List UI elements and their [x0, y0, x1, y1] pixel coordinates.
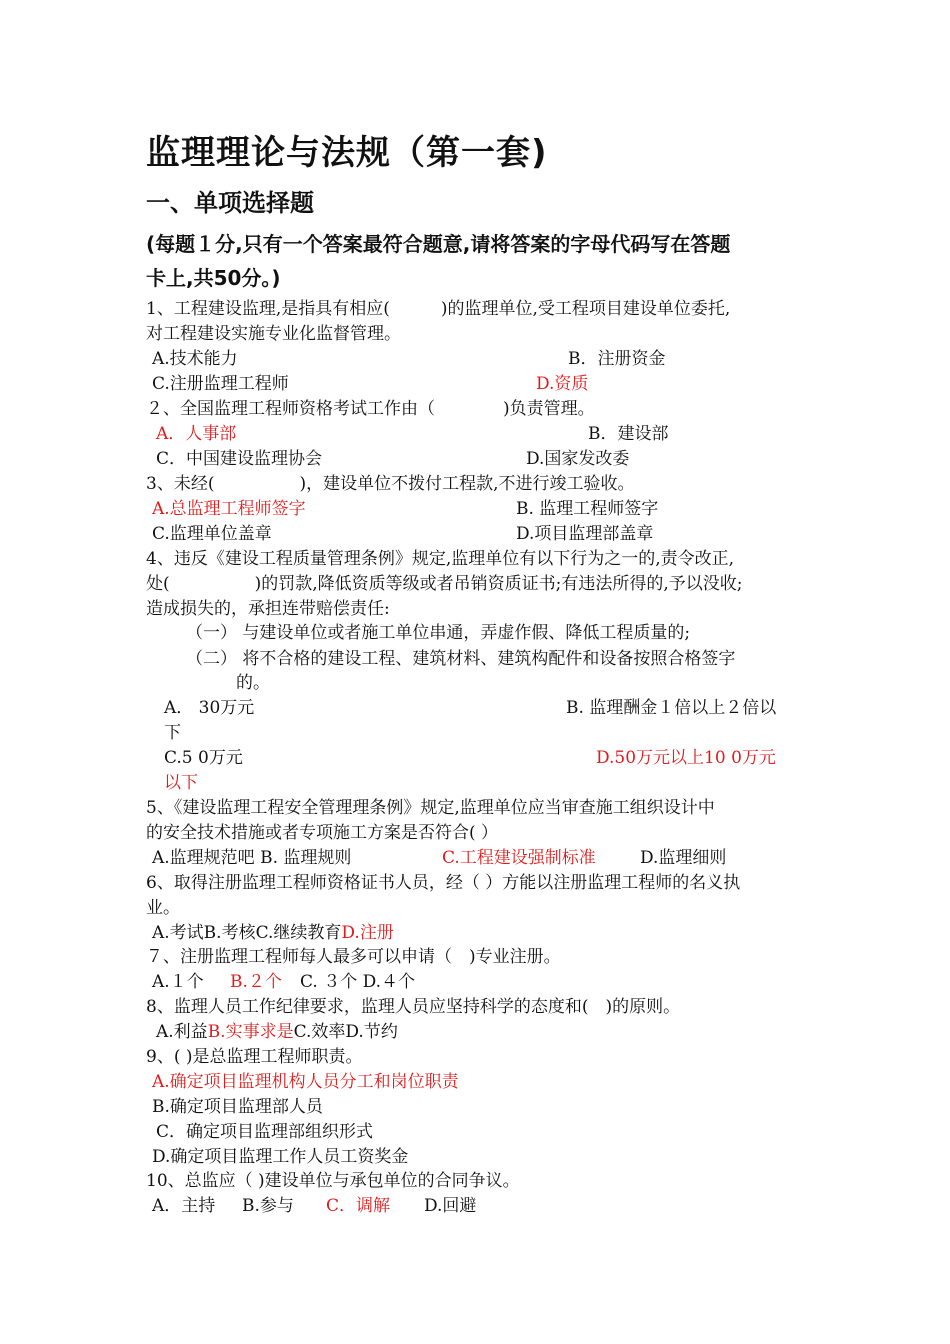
question-2-option-b: B．建设部: [588, 424, 669, 444]
question-4-text-cont-1: 处( )的罚款,降低资质等级或者吊销资质证书;有违法所得的,予以没收;: [146, 574, 743, 594]
question-4-item-1: （一） 与建设单位或者施工单位串通，弄虚作假、降低工程质量的;: [186, 623, 691, 643]
question-10-option-b: B.参与: [242, 1196, 294, 1216]
question-3-text: 3、未经( )，建设单位不拨付工程款,不进行竣工验收。: [146, 474, 635, 494]
question-7-options-cd: C. ３个 D.４个: [300, 972, 416, 992]
question-6-option-d-answer: D.注册: [341, 923, 394, 943]
question-3-option-a-answer: A.总监理工程师签字: [152, 499, 306, 519]
question-9-option-a-answer: A.确定项目监理机构人员分工和岗位职责: [152, 1072, 459, 1092]
question-5-text-cont: 的安全技术措施或者专项施工方案是否符合( ）: [146, 823, 499, 843]
question-5-option-c-answer: C.工程建设强制标准: [442, 848, 596, 868]
instructions-line-2: 卡上,共50分。): [146, 266, 281, 290]
instructions-line-1: (每题１分,只有一个答案最符合题意,请将答案的字母代码写在答题: [146, 232, 731, 256]
question-8-option-b-answer: B.实事求是: [207, 1022, 294, 1042]
question-1-option-b: B．注册资金: [568, 349, 666, 369]
question-10-option-c-answer: C．调解: [326, 1196, 391, 1216]
question-4-option-d-answer: D.50万元以上10 0万元: [596, 748, 776, 768]
question-2-option-a-answer: A．人事部: [156, 424, 237, 444]
question-2-option-d: D.国家发改委: [526, 449, 630, 469]
question-1-text-cont: 对工程建设实施专业化监督管理。: [146, 324, 401, 344]
question-4-option-d-answer-cont: 以下: [164, 773, 198, 793]
question-7-option-b-answer: B.２个: [230, 972, 282, 992]
question-2-option-c: C．中国建设监理协会: [156, 449, 323, 469]
question-7-text: ７、注册监理工程师每人最多可以申请（ )专业注册。: [146, 947, 561, 967]
question-5-text: 5、《建设监理工程安全管理理条例》规定,监理单位应当审查施工组织设计中: [146, 798, 715, 818]
question-4-item-2-cont: 的。: [236, 673, 270, 693]
question-3-option-d: D.项目监理部盖章: [516, 524, 654, 544]
question-4-option-a: A． 30万元: [164, 698, 255, 718]
question-9-option-c: C．确定项目监理部组织形式: [156, 1122, 374, 1142]
question-10-option-d: D.回避: [424, 1196, 477, 1216]
question-4-option-c: C.5 0万元: [164, 748, 243, 768]
question-8-options: [156, 1021, 398, 1043]
question-5-option-d: D.监理细则: [640, 848, 727, 868]
question-1-option-c: C.注册监理工程师: [152, 374, 289, 394]
question-8-option-a: A.利益: [156, 1022, 208, 1042]
question-6-text: 6、取得注册监理工程师资格证书人员，经（ ）方能以注册监理工程师的名义执: [146, 873, 741, 893]
question-9-option-b: B.确定项目监理部人员: [152, 1097, 323, 1117]
question-10-text: 10、总监应（ )建设单位与承包单位的合同争议。: [146, 1171, 520, 1191]
question-4-option-b-cont: 下: [164, 723, 181, 743]
question-6-text-cont: 业。: [146, 898, 180, 918]
question-4-option-b: B. 监理酬金１倍以上２倍以: [566, 698, 777, 718]
question-1-option-a: A.技术能力: [152, 349, 238, 369]
question-6-options-abc: [152, 922, 394, 944]
question-1-text: 1、工程建设监理,是指具有相应( )的监理单位,受工程项目建设单位委托,: [146, 299, 731, 319]
question-4-item-2: （二） 将不合格的建设工程、建筑材料、建筑构配件和设备按照合格签字: [186, 649, 736, 669]
question-8-text: 8、监理人员工作纪律要求，监理人员应坚持科学的态度和( )的原则。: [146, 997, 681, 1017]
question-3-option-c: C.监理单位盖章: [152, 524, 272, 544]
question-10-option-a: A．主持: [152, 1196, 216, 1216]
question-1-option-d-answer: D.资质: [536, 374, 589, 394]
page-title: 监理理论与法规（第一套): [146, 133, 548, 173]
question-9-text: 9、( )是总监理工程师职责。: [146, 1047, 363, 1067]
question-4-text-cont-2: 造成损失的，承担连带赔偿责任:: [146, 599, 390, 619]
question-8-options-cd: C.效率D.节约: [293, 1022, 398, 1042]
question-7-option-a: A.１个: [152, 972, 204, 992]
section-heading: 一、单项选择题: [146, 189, 314, 217]
question-6-options-abc-text: A.考试B.考核C.继续教育: [152, 923, 342, 943]
question-3-option-b: B. 监理工程师签字: [516, 499, 659, 519]
question-2-text: ２、全国监理工程师资格考试工作由（ )负责管理。: [146, 399, 595, 419]
question-5-options-ab: A.监理规范吧 B. 监理规则: [152, 848, 352, 868]
question-9-option-d: D.确定项目监理工作人员工资奖金: [152, 1147, 409, 1167]
question-4-text: 4、违反《建设工程质量管理条例》规定,监理单位有以下行为之一的,责令改正,: [146, 549, 735, 569]
